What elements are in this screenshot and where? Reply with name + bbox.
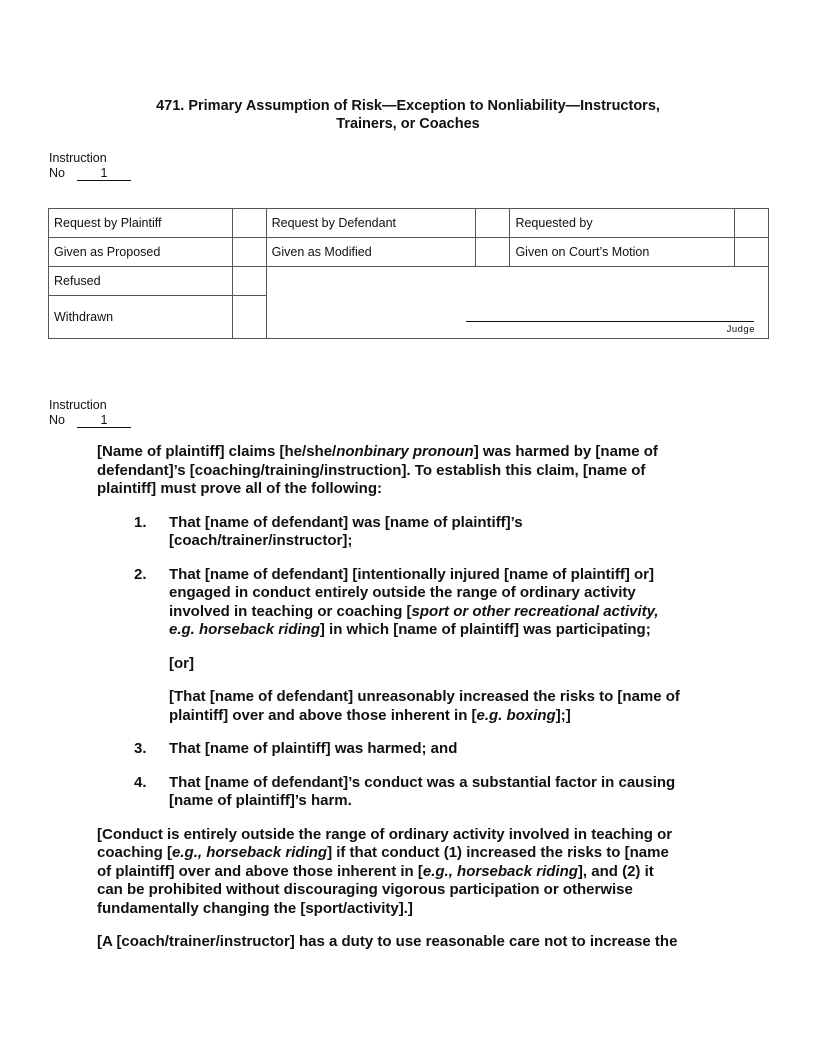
instruction-no-value: 1 xyxy=(77,414,131,428)
text-line xyxy=(169,774,737,793)
text-segment: [That [name of defendant] unreasonably increased the risks to [name of xyxy=(169,688,680,705)
text-segment: defendant]’s [coaching/training/instruction]. To establish this claim, [name of xyxy=(97,461,646,479)
text-segment: [Conduct is entirely outside the range of ordinary activity involved in teaching or xyxy=(97,825,673,843)
text-segment: engaged in conduct entirely outside the range of ordinary activity xyxy=(169,584,636,601)
given-as-proposed-checkbox[interactable] xyxy=(232,238,266,267)
text-line xyxy=(169,688,737,707)
italic-text: e.g. horseback riding xyxy=(169,621,320,638)
request-table xyxy=(48,208,769,339)
text-line xyxy=(169,792,737,811)
text-segment: [Name of plaintiff] claims [he/she/ xyxy=(97,443,337,460)
instruction-number-bottom xyxy=(49,398,131,428)
instruction-body xyxy=(97,443,737,967)
text-segment: ] if that conduct (1) increased the risks to [name xyxy=(327,844,669,861)
request-by-plaintiff-label: Request by Plaintiff xyxy=(49,209,233,238)
text-segment: fundamentally changing the [sport/activity].] xyxy=(97,899,413,917)
text-line xyxy=(97,881,737,900)
title-line-1: 471. Primary Assumption of Risk—Exception to Nonliability—Instructors, xyxy=(156,98,660,114)
refused-label: Refused xyxy=(49,267,233,296)
request-by-defendant-label: Request by Defendant xyxy=(266,209,476,238)
text-line xyxy=(97,933,737,952)
element-number: 4. xyxy=(134,773,147,791)
text-line xyxy=(97,900,737,919)
no-label: No xyxy=(49,413,65,427)
request-by-plaintiff-checkbox[interactable] xyxy=(232,209,266,238)
text-segment: [coach/trainer/instructor]; xyxy=(169,532,353,549)
text-line xyxy=(97,826,737,845)
text-line xyxy=(169,514,737,533)
body-paragraph xyxy=(97,688,737,725)
refused-checkbox[interactable] xyxy=(232,267,266,296)
text-line xyxy=(97,480,737,499)
judge-signature-line[interactable] xyxy=(466,321,754,322)
text-line xyxy=(97,462,737,481)
given-as-modified-label: Given as Modified xyxy=(266,238,476,267)
text-line xyxy=(169,532,737,551)
italic-text: sport or other recreational activity, xyxy=(411,602,659,620)
withdrawn-label: Withdrawn xyxy=(49,296,233,339)
text-line xyxy=(97,443,737,462)
text-line xyxy=(169,566,737,585)
text-segment: That [name of defendant] [intentionally injured [name of plaintiff] or] xyxy=(169,565,654,583)
instruction-no-value: 1 xyxy=(77,167,131,181)
text-segment: involved in teaching or coaching [ xyxy=(169,602,412,620)
instruction-label: Instruction xyxy=(49,151,107,165)
body-paragraph xyxy=(97,933,737,952)
text-segment: That [name of plaintiff] was harmed; and xyxy=(169,740,458,757)
text-segment: [A [coach/trainer/instructor] has a duty to use reasonable care not to increase the xyxy=(97,933,678,950)
requested-by-checkbox[interactable] xyxy=(735,209,769,238)
text-segment: plaintiff] must prove all of the following: xyxy=(97,480,382,497)
withdrawn-checkbox[interactable] xyxy=(232,296,266,339)
requested-by-label: Requested by xyxy=(510,209,735,238)
judge-signature-area xyxy=(266,267,768,339)
title-line-2: Trainers, or Coaches xyxy=(336,116,480,132)
text-segment: ];] xyxy=(555,706,571,724)
text-line xyxy=(169,740,737,759)
element-number: 2. xyxy=(134,565,147,583)
text-segment: That [name of defendant] was [name of plaintiff]’s xyxy=(169,513,523,531)
request-by-defendant-checkbox[interactable] xyxy=(476,209,510,238)
instruction-number-top xyxy=(49,151,131,181)
no-label: No xyxy=(49,166,65,180)
italic-text: e.g. boxing xyxy=(476,706,556,724)
text-segment: ], and (2) it xyxy=(577,862,654,880)
text-segment: [name of plaintiff]’s harm. xyxy=(169,792,352,809)
body-paragraph xyxy=(97,655,737,674)
element-number: 3. xyxy=(134,740,147,757)
given-on-courts-motion-checkbox[interactable] xyxy=(735,238,769,267)
numbered-element xyxy=(97,740,737,759)
numbered-element xyxy=(97,774,737,811)
instruction-label: Instruction xyxy=(49,398,107,412)
text-line xyxy=(169,707,737,726)
numbered-element xyxy=(97,566,737,640)
italic-text: nonbinary pronoun xyxy=(336,443,474,460)
text-segment: ] was harmed by [name of xyxy=(473,443,658,460)
instruction-title xyxy=(0,97,816,133)
body-paragraph xyxy=(97,443,737,499)
text-line xyxy=(169,584,737,603)
text-segment: That [name of defendant]’s conduct was a substantial factor in causing xyxy=(169,773,676,791)
element-number: 1. xyxy=(134,513,147,531)
text-line xyxy=(97,863,737,882)
text-segment: coaching [ xyxy=(97,844,173,861)
text-segment: of plaintiff] over and above those inherent in [ xyxy=(97,862,423,880)
italic-text: e.g., horseback riding xyxy=(172,844,328,861)
given-on-courts-motion-label: Given on Court’s Motion xyxy=(510,238,735,267)
judge-label: Judge xyxy=(726,324,755,335)
text-segment: [or] xyxy=(169,654,194,672)
text-segment: can be prohibited without discouraging vigorous participation or otherwise xyxy=(97,881,633,898)
text-line xyxy=(97,844,737,863)
given-as-modified-checkbox[interactable] xyxy=(476,238,510,267)
numbered-element xyxy=(97,514,737,551)
text-line xyxy=(169,621,737,640)
text-segment: ] in which [name of plaintiff] was participating; xyxy=(319,621,651,638)
text-line xyxy=(169,603,737,622)
body-paragraph xyxy=(97,826,737,919)
text-segment: plaintiff] over and above those inherent in [ xyxy=(169,706,477,724)
given-as-proposed-label: Given as Proposed xyxy=(49,238,233,267)
italic-text: e.g., horseback riding xyxy=(422,862,578,880)
text-line xyxy=(169,655,737,674)
